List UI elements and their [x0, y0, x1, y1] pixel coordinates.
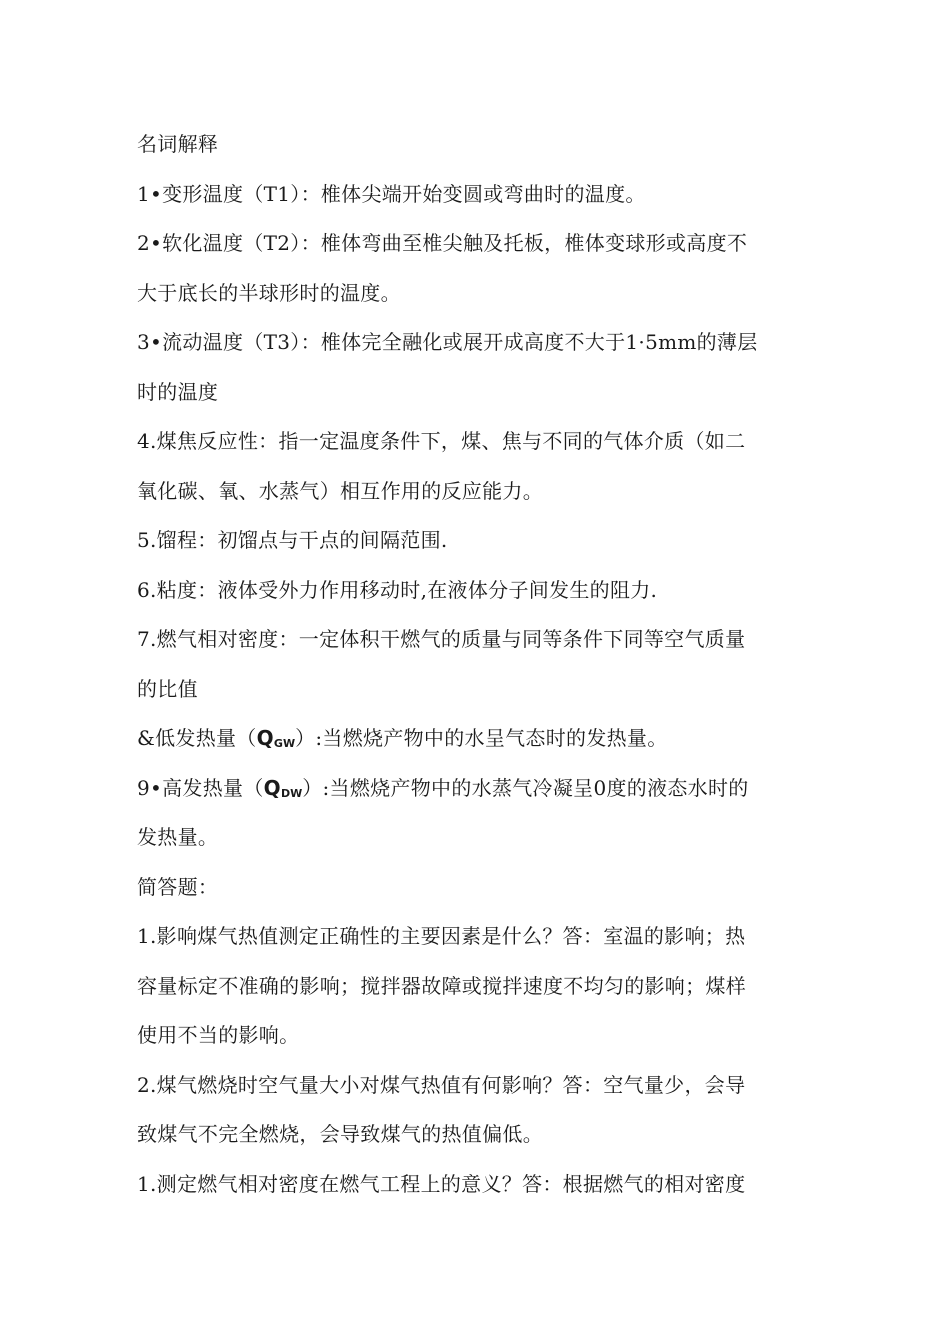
text-line: 致煤气不完全燃烧，会导致煤气的热值偏低。 [137, 1122, 543, 1146]
low-heat-symbol: Q [256, 726, 274, 750]
high-heat-subscript: DW [280, 786, 303, 800]
text-line: 1.测定燃气相对密度在燃气工程上的意义？答：根据燃气的相对密度 [137, 1171, 746, 1196]
text-line: 2.煤气燃烧时空气量大小对煤气热值有何影响？答：空气量少，会导 [137, 1072, 746, 1097]
text-line: 使用不当的影响。 [137, 1023, 300, 1047]
document-body [137, 120, 817, 1209]
text-line: 6.粘度：液体受外力作用移动时,在液体分子间发生的阻力. [137, 577, 658, 602]
low-heat-prefix: &低发热量（ [137, 726, 257, 750]
section-heading-terms: 名词解释 [137, 132, 219, 156]
text-line: 4.煤焦反应性：指一定温度条件下，煤、焦与不同的气体介质（如二 [137, 429, 746, 453]
low-heat-suffix: ）:当燃烧产物中的水呈气态时的发热量。 [295, 726, 668, 750]
high-heat-suffix: ）:当燃烧产物中的水蒸气冷凝呈0度的液态水时的 [302, 775, 749, 800]
text-line: 1.影响煤气热值测定正确性的主要因素是什么？答：室温的影响；热 [137, 924, 746, 948]
high-heat-prefix: 9•高发热量（ [137, 775, 264, 800]
text-line: 7.燃气相对密度：一定体积干燃气的质量与同等条件下同等空气质量 [137, 627, 746, 651]
high-heat-value-line [137, 764, 817, 814]
text-line: 1•变形温度（T1）：椎体尖端开始变圆或弯曲时的温度。 [137, 181, 646, 206]
text-line: 时的温度 [137, 379, 219, 404]
low-heat-value-line [137, 714, 817, 764]
section-heading-short-answer: 简答题： [137, 874, 219, 899]
text-line: 2•软化温度（T2）：椎体弯曲至椎尖触及托板，椎体变球形或高度不 [137, 231, 748, 255]
text-line: 发热量。 [137, 825, 219, 849]
text-line: 5.馏程：初馏点与干点的间隔范围. [137, 528, 448, 552]
text-line: 氧化碳、氧、水蒸气）相互作用的反应能力。 [137, 478, 543, 503]
low-heat-subscript: GW [273, 737, 296, 750]
text-line: 3•流动温度（T3）：椎体完全融化或展开成高度不大于1·5mm的薄层 [137, 330, 758, 354]
high-heat-symbol: Q [263, 775, 281, 800]
text-line: 的比值 [137, 676, 198, 701]
text-line: 容量标定不准确的影响；搅拌器故障或搅拌速度不均匀的影响；煤样 [137, 973, 746, 998]
text-line: 大于底长的半球形时的温度。 [137, 280, 401, 305]
